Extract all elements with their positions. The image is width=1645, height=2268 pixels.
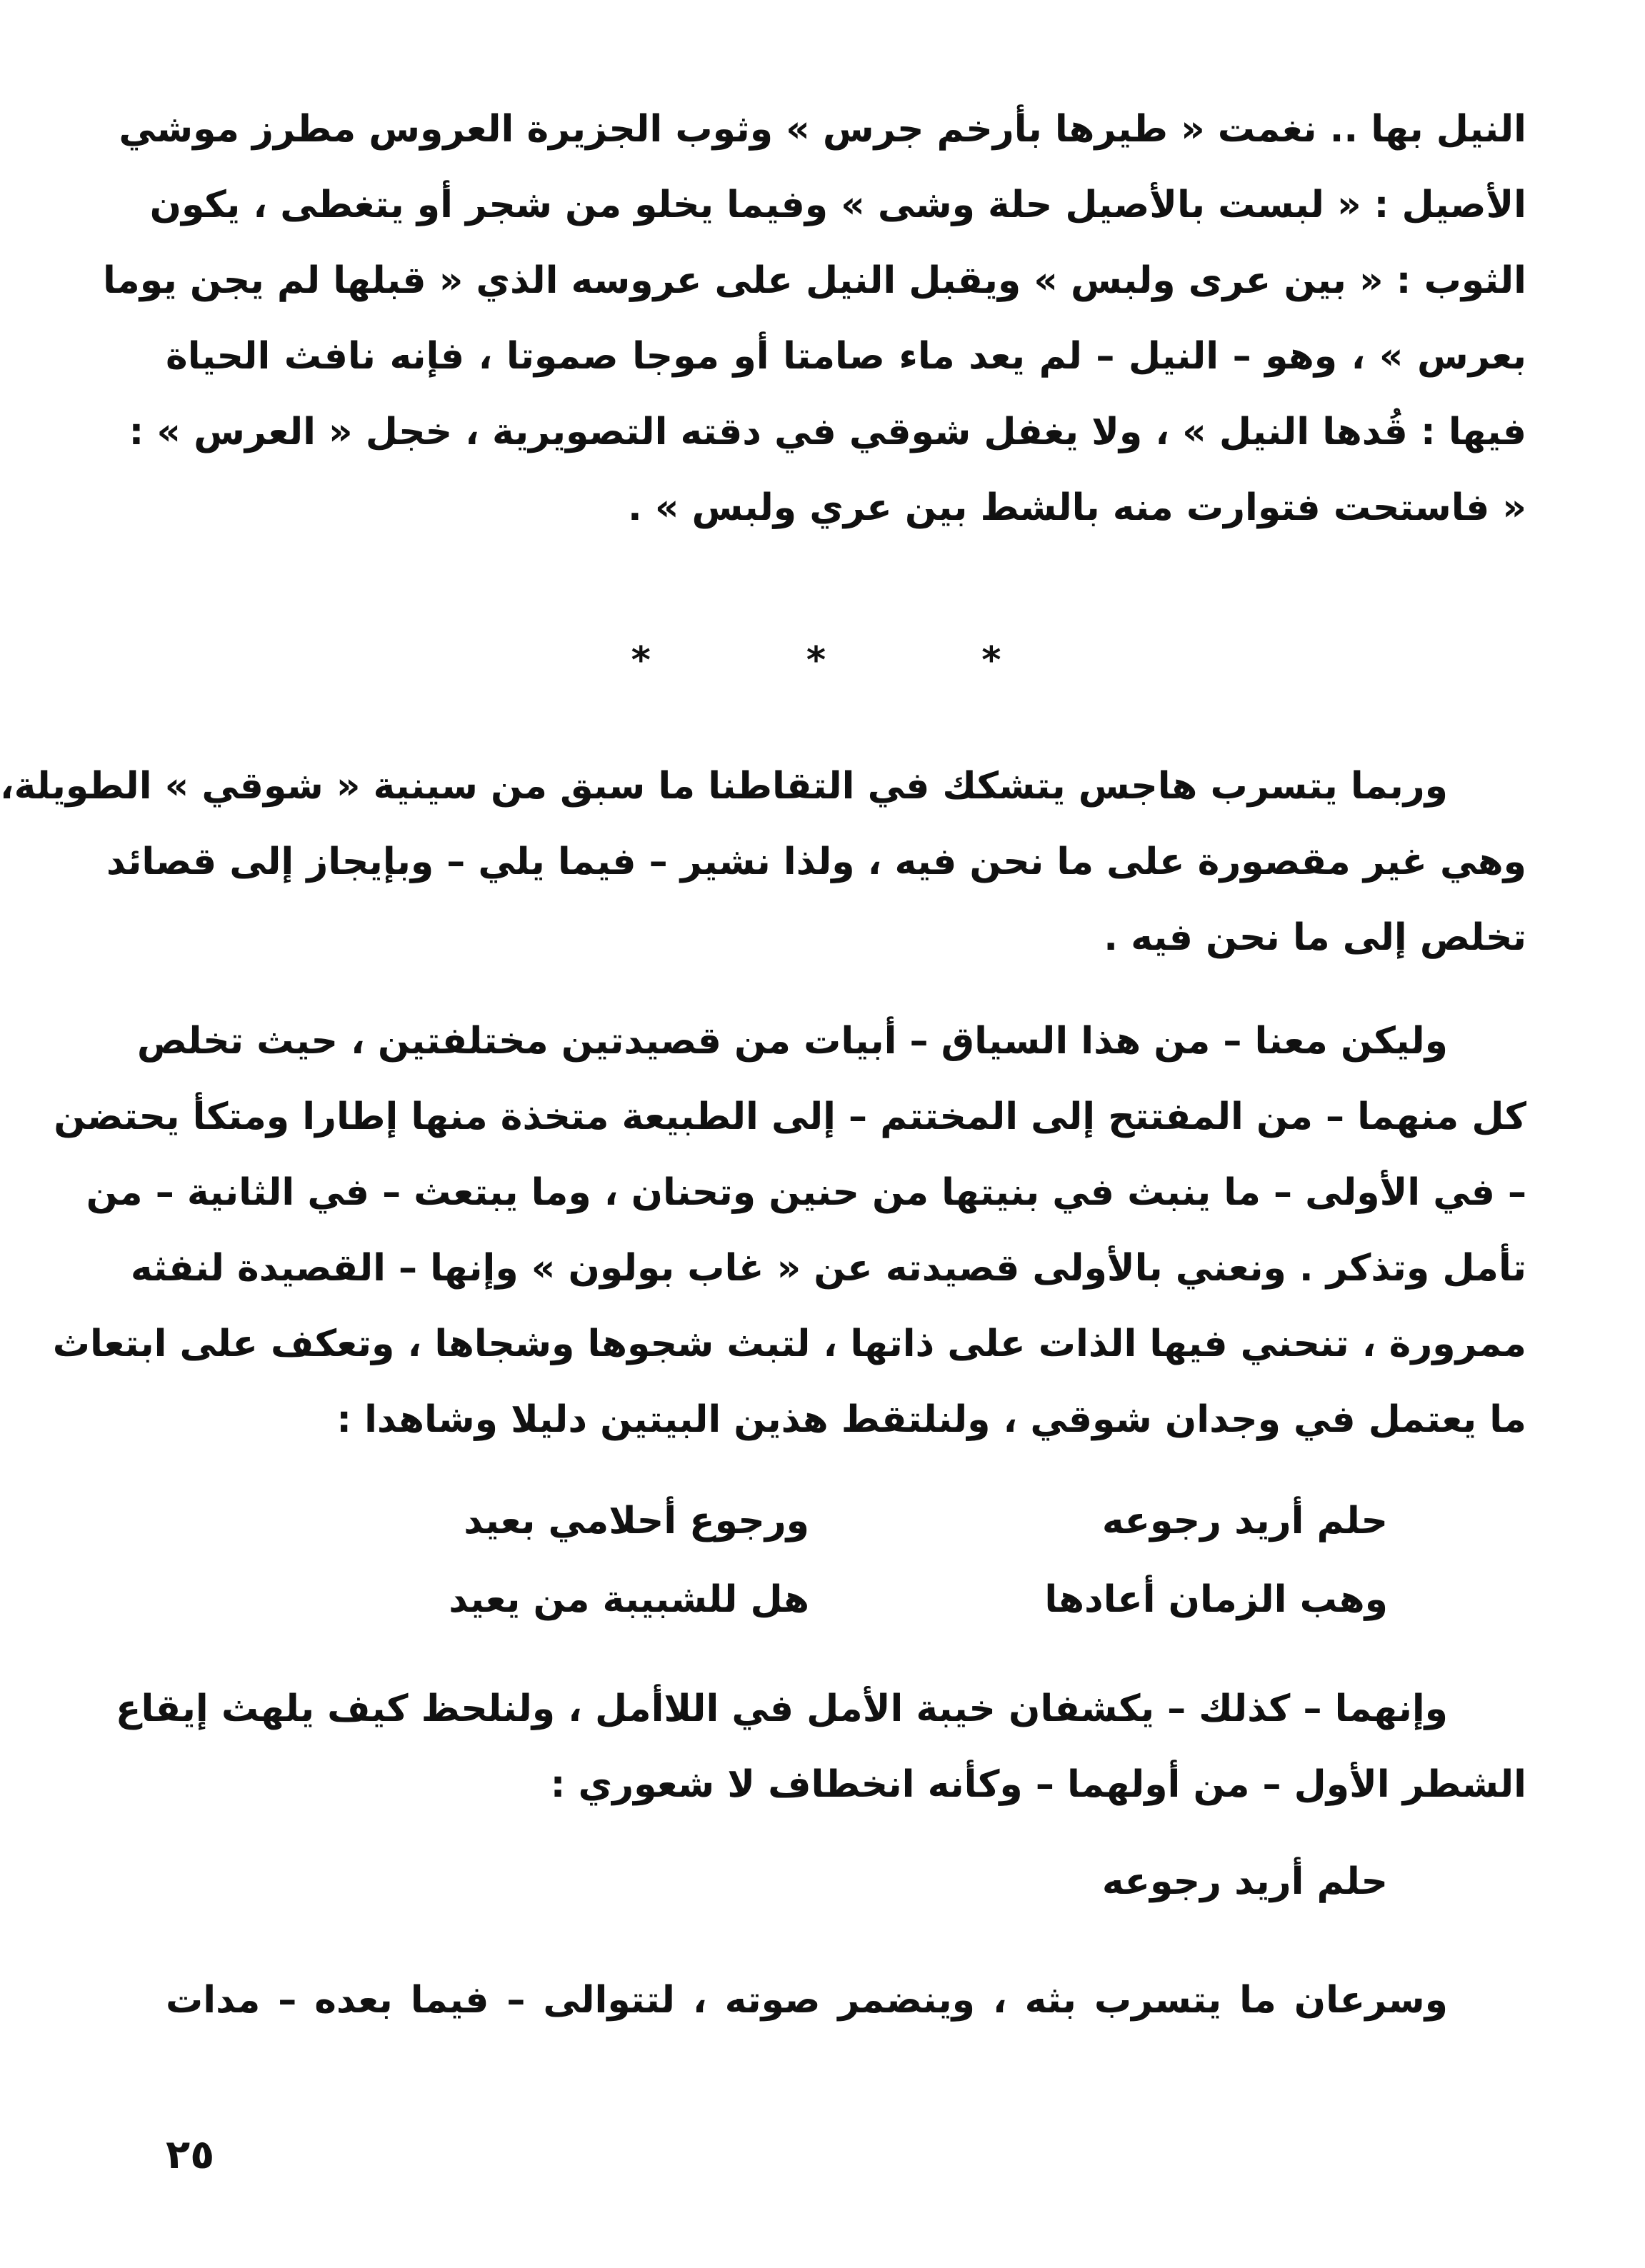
text-line: ما يعتمل في وجدان شوقي ، ولنلتقط هذين البيتين دليلا وشاهدا : <box>336 1398 1526 1441</box>
section-separator: * * * <box>631 639 1073 682</box>
text-line: « فاستحت فتوارت منه بالشط بين عري ولبس » . <box>627 486 1526 529</box>
text-line: الثوب : « بين عرى ولبس » ويقبل النيل على عروسه الذي « قبلها لم يجن يوما <box>102 259 1526 302</box>
quoted-hemistich: حلم أريد رجوعه <box>1101 1860 1388 1903</box>
text-line: تأمل وتذكر . ونعني بالأولى قصيدته عن « غاب بولون » وإنها – القصيدة لنفثه <box>130 1247 1526 1290</box>
page-number: ٢٥ <box>166 2132 215 2178</box>
verse-first-hemistich: وهب الزمان أعادها <box>1044 1578 1388 1621</box>
paragraph-nile <box>102 91 1526 546</box>
verse-first-hemistich: حلم أريد رجوعه <box>1101 1500 1388 1542</box>
verse-second-hemistich: هل للشبيبة من يعيد <box>449 1578 809 1621</box>
text-line: تخلص إلى ما نحن فيه . <box>1104 916 1526 959</box>
verse-line <box>59 1500 1645 1578</box>
verse-second-hemistich: ورجوع أحلامي بعيد <box>464 1500 809 1542</box>
text-line: الشطر الأول – من أولهما – وكأنه انخطاف لا شعوري : <box>550 1763 1526 1806</box>
text-line: وربما يتسرب هاجس يتشكك في التقاطنا ما سبق من سينية « شوقي » الطويلة، <box>0 765 1448 808</box>
paragraph-two-poems <box>52 1003 1526 1457</box>
text-line: وهي غير مقصورة على ما نحن فيه ، ولذا نشير – فيما يلي – وبإيجاز إلى قصائد <box>106 841 1526 883</box>
text-line: – في الأولى – ما ينبث في بنيتها من حنين وتحنان ، وما يبتعث – في الثانية – من <box>86 1171 1526 1214</box>
text-line: الأصيل : « لبست بالأصيل حلة وشى » وفيما يخلو من شجر أو يتغطى ، يكون <box>149 184 1526 226</box>
text-line: كل منهما – من المفتتح إلى المختتم – إلى الطبيعة متخذة منها إطارا ومتكأ يحتضن <box>54 1095 1526 1138</box>
text-line: وليكن معنا – من هذا السياق – أبيات من قصيدتين مختلفتين ، حيث تخلص <box>136 1020 1448 1063</box>
text-line: وإنهما – كذلك – يكشفان خيبة الأمل في اللاأمل ، ولنلحظ كيف يلهث إيقاع <box>115 1687 1448 1730</box>
text-line: وسرعان ما يتسرب بثه ، وينضمر صوته ، لتتوالى – فيما بعده – مدات <box>166 1979 1448 2022</box>
text-line: النيل بها .. نغمت « طيرها بأرخم جرس » وثوب الجزيرة العروس مطرز موشي <box>119 108 1526 151</box>
paragraph-disappointment <box>115 1671 1526 1822</box>
text-line: بعرس » ، وهو – النيل – لم يعد ماء صامتا أو موجا صموتا ، فإنه نافث الحياة <box>166 335 1526 378</box>
text-line: فيها : قُدها النيل » ، ولا يغفل شوقي في دقته التصويرية ، خجل « العرس » : <box>129 411 1526 453</box>
paragraph-intro <box>0 748 1526 975</box>
verse-line <box>59 1578 1645 1657</box>
paragraph-closing <box>166 1962 1526 2038</box>
text-line: ممرورة ، تنحني فيها الذات على ذاتها ، لتبث شجوها وشجاها ، وتعكف على ابتعاث <box>52 1323 1526 1365</box>
